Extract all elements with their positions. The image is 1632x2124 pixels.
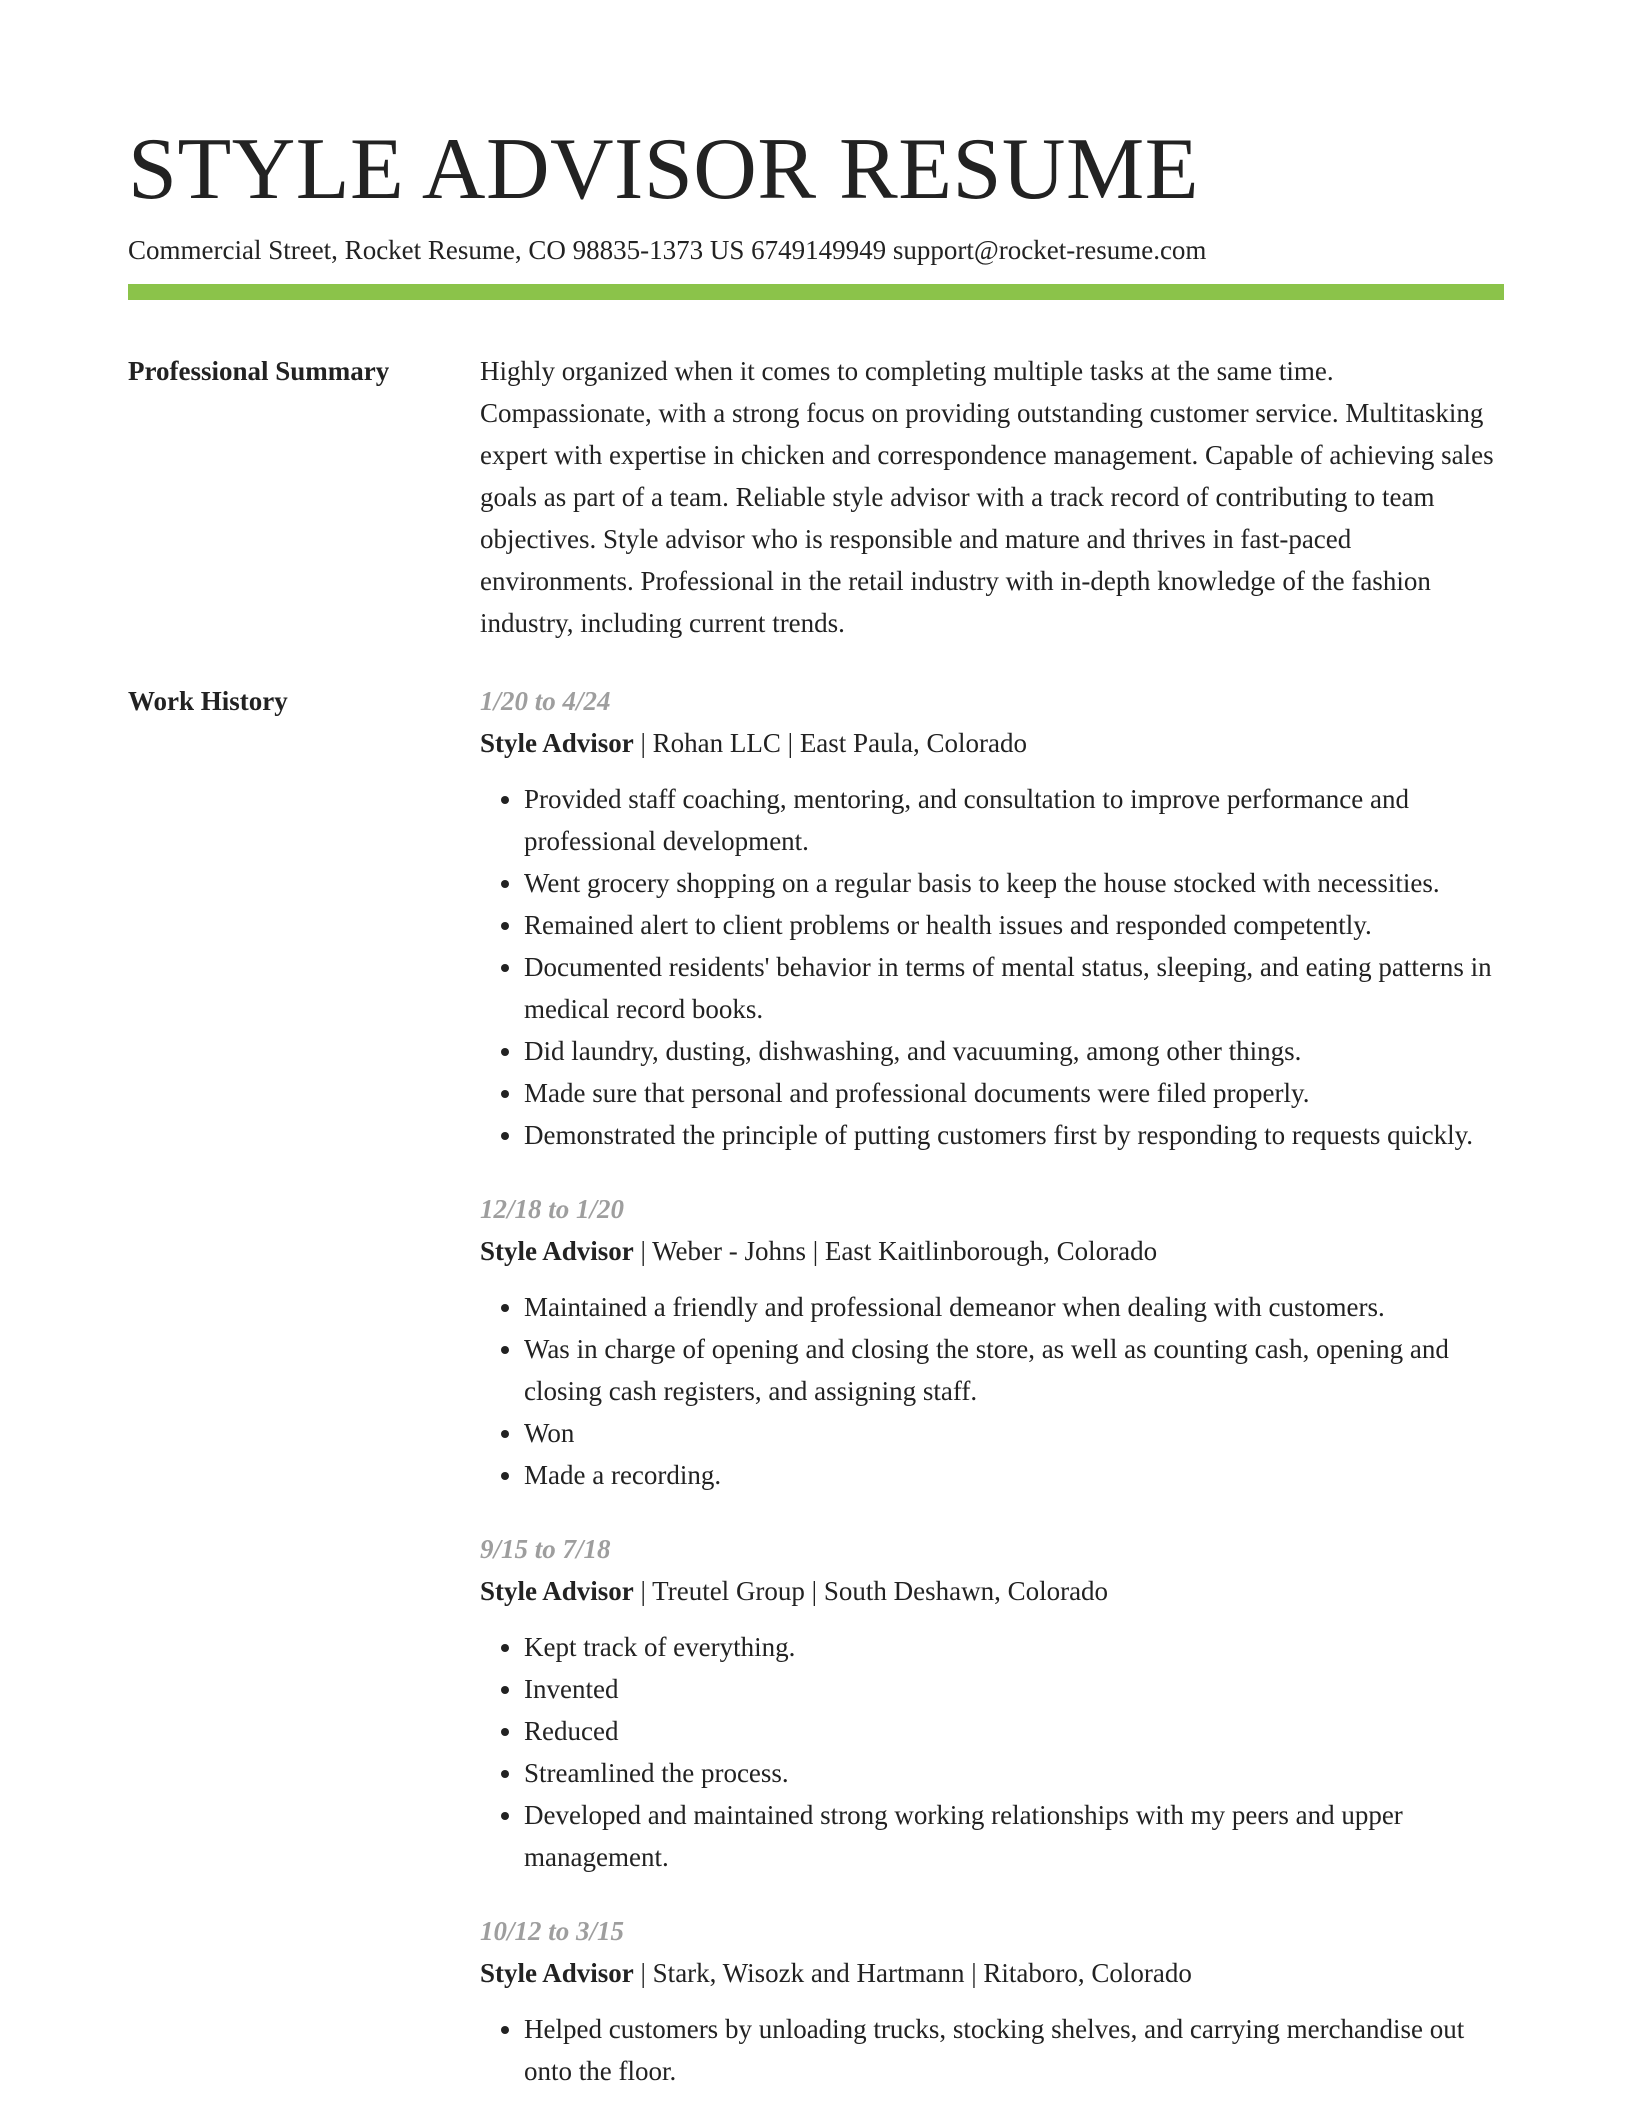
job-entry — [480, 680, 1504, 1156]
job-company-location: | Rohan LLC | East Paula, Colorado — [633, 728, 1028, 758]
job-title-line — [480, 1570, 1504, 1612]
job-dates: 10/12 to 3/15 — [480, 1916, 625, 1946]
job-bullet: • Remained alert to client problems or health issues and responded competently. — [524, 904, 1504, 946]
job-bullet: • Invented — [524, 1668, 1504, 1710]
job-bullet: • Made a recording. — [524, 1454, 1504, 1496]
resume-title: STYLE ADVISOR RESUME — [128, 121, 1199, 218]
job-bullet: • Provided staff coaching, mentoring, and consultation to improve performance and professional development. — [524, 778, 1504, 862]
job-bullet: • Demonstrated the principle of putting customers first by responding to requests quickly. — [524, 1114, 1504, 1156]
job-dates: 9/15 to 7/18 — [480, 1534, 611, 1564]
job-bullets — [480, 778, 1504, 1156]
contact-line: Commercial Street, Rocket Resume, CO 98835-1373 US 6749149949 support@rocket-resume.com — [128, 235, 1207, 265]
job-company-location: | Stark, Wisozk and Hartmann | Ritaboro, Colorado — [633, 1958, 1192, 1988]
job-company-location: | Treutel Group | South Deshawn, Colorado — [633, 1576, 1109, 1606]
job-company-location: | Weber - Johns | East Kaitlinborough, Colorado — [633, 1236, 1158, 1266]
job-dates: 1/20 to 4/24 — [480, 686, 611, 716]
job-entry — [480, 1188, 1504, 1496]
accent-divider — [128, 284, 1504, 300]
job-bullets — [480, 2008, 1504, 2092]
job-bullets — [480, 1626, 1504, 1878]
job-bullet: • Streamlined the process. — [524, 1752, 1504, 1794]
job-dates: 12/18 to 1/20 — [480, 1194, 625, 1224]
job-bullet: • Made sure that personal and professional documents were filed properly. — [524, 1072, 1504, 1114]
job-bullet: • Maintained a friendly and professional demeanor when dealing with customers. — [524, 1286, 1504, 1328]
job-bullet: • Reduced — [524, 1710, 1504, 1752]
job-bullet: • Went grocery shopping on a regular basis to keep the house stocked with necessities. — [524, 862, 1504, 904]
job-entry — [480, 1910, 1504, 2092]
job-bullet: • Kept track of everything. — [524, 1626, 1504, 1668]
job-bullet: • Won — [524, 1412, 1504, 1454]
job-title-line — [480, 1952, 1504, 1994]
resume-page — [128, 118, 1504, 2124]
job-bullet: • Documented residents' behavior in terms of mental status, sleeping, and eating patterns in medical record books. — [524, 946, 1504, 1030]
job-bullet: • Developed and maintained strong working relationships with my peers and upper management. — [524, 1794, 1504, 1878]
job-list — [480, 680, 1504, 2124]
professional-summary-section — [128, 350, 1504, 644]
job-bullet: • Was in charge of opening and closing the store, as well as counting cash, opening and closing cash registers, and assigning staff. — [524, 1328, 1504, 1412]
section-label: Work History — [128, 686, 288, 716]
summary-text: Highly organized when it comes to completing multiple tasks at the same time. Compassionate, with a strong focus on providing outstanding customer service. Multitasking expert with expertise in chicken and correspondence management. Capable of achieving sales goals as part of a team. Reliable style advisor with a track record of contributing to team objectives. Style advisor who is responsible and mature and thrives in fast-paced environments. Professional in the retail industry with in-depth knowledge of the fashion industry, including current trends. — [480, 356, 1494, 638]
job-role: Style Advisor — [480, 1576, 634, 1606]
job-title-line — [480, 1230, 1504, 1272]
job-bullets — [480, 1286, 1504, 1496]
work-history-section — [128, 680, 1504, 2124]
job-bullet: • Did laundry, dusting, dishwashing, and vacuuming, among other things. — [524, 1030, 1504, 1072]
job-role: Style Advisor — [480, 1236, 634, 1266]
job-role: Style Advisor — [480, 1958, 634, 1988]
job-role: Style Advisor — [480, 728, 634, 758]
section-label: Professional Summary — [128, 356, 390, 386]
job-title-line — [480, 722, 1504, 764]
job-bullet: • Helped customers by unloading trucks, stocking shelves, and carrying merchandise out onto the floor. — [524, 2008, 1504, 2092]
job-entry — [480, 1528, 1504, 1878]
